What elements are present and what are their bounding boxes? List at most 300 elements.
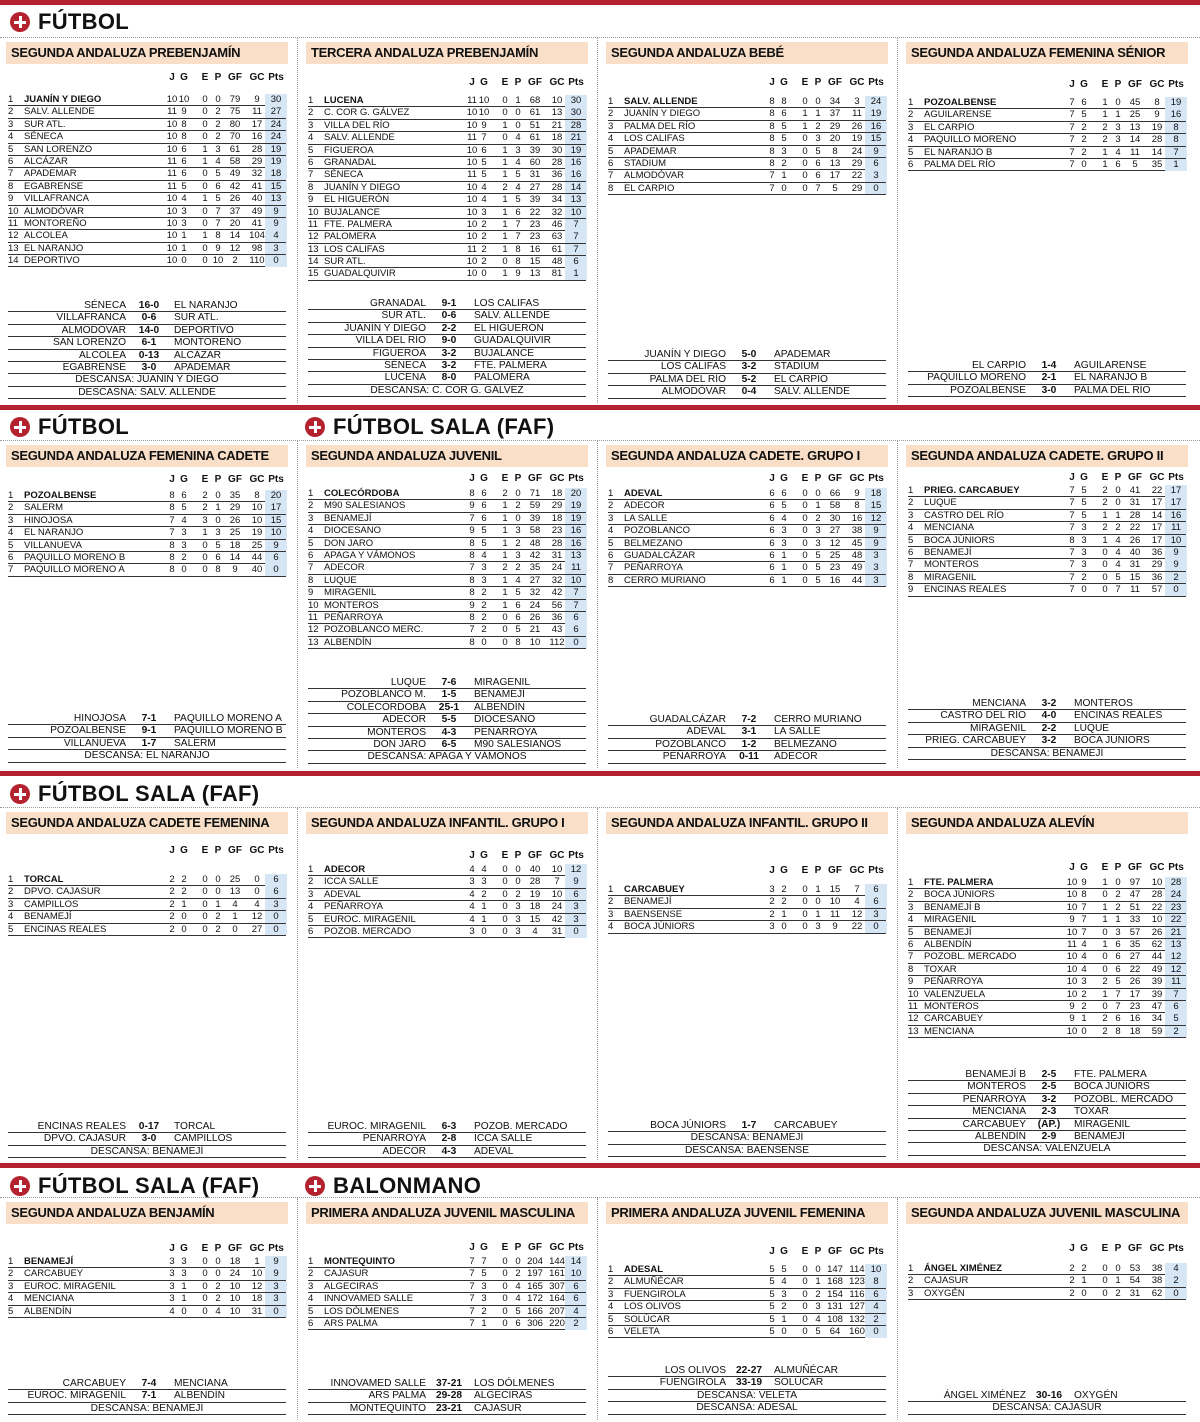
stat-j: 7 [469,1268,475,1280]
stat-gc: 44 [251,551,263,563]
stat-gf: 147 [827,1264,843,1275]
result-line [908,735,1186,747]
stat-g: 0 [181,255,187,267]
team-name: BENAMEJÍ [24,911,72,923]
stat-e: 0 [802,157,808,169]
points: 27 [265,106,287,118]
points: 11 [1165,976,1187,988]
points: 5 [1165,1013,1187,1025]
team-name: SALV. ALLENDE [624,96,698,107]
stat-gf: 10 [229,1293,241,1305]
stat-j: 11 [167,168,177,180]
stat-j: 7 [769,182,775,194]
stat-gf: 15 [1129,571,1141,583]
points: 28 [565,120,587,132]
stat-gf: 131 [827,1301,843,1313]
results-list [608,1120,886,1157]
position: 6 [908,158,914,170]
stat-e: 3 [202,514,208,526]
stat-e: 1 [502,549,508,561]
stat-e: 0 [202,255,208,267]
position: 14 [8,255,19,267]
column-header-pts: Pts [568,77,584,88]
stat-e: 0 [802,562,808,574]
standings-table [8,490,286,577]
team-name: MIRAGENIL [324,587,377,599]
table-row [908,522,1186,534]
stat-p: 8 [515,243,521,255]
stat-j: 3 [169,1256,175,1267]
stat-gc: 19 [851,133,863,145]
stat-p: 8 [215,564,221,576]
points: 1 [1165,159,1187,171]
team-name: EUROC. MIRAGENIL [24,1280,116,1292]
position: 8 [908,963,914,975]
home-team: ADECOR [382,1145,426,1157]
home-team: ADEVAL [686,726,726,738]
stat-gc: 47 [1151,1000,1163,1012]
stat-gc: 48 [851,549,863,561]
stat-p: 5 [515,169,521,181]
stat-gc: 161 [549,1268,565,1280]
table-header [8,1243,298,1255]
table-row [308,268,586,280]
column-header-pts: Pts [268,845,284,856]
score: 8-0 [441,372,457,384]
home-team: POZOALBENSE [950,384,1026,396]
team-name: PEÑARROYA [924,976,983,988]
team-name: ENCINAS REALES [924,584,1007,596]
away-team: TORCAL [174,1121,216,1132]
column-header-j: J [1069,472,1075,483]
stat-gc: 9 [1154,109,1160,121]
column-header-e: E [501,1242,509,1253]
stat-gf: 26 [1129,534,1141,546]
position: 5 [8,923,14,935]
stat-j: 8 [169,564,175,576]
stat-gc: 40 [251,193,263,205]
stat-g: 3 [181,1256,187,1267]
stat-gf: 31 [1129,1287,1141,1299]
stat-gc: 10 [251,1268,263,1280]
column-header-gf: GF [528,473,542,484]
team-name: MONTEROS [924,559,979,571]
table-row [308,914,586,926]
table-row [908,877,1186,889]
score: 0-13 [138,349,160,361]
stat-p: 0 [815,1264,821,1275]
stat-j: 10 [466,119,478,131]
stat-e: 0 [802,1288,808,1300]
points: 2 [1165,1026,1187,1038]
table-row [308,889,586,901]
stat-j: 5 [769,1276,775,1288]
stat-gf: 5 [1132,158,1138,170]
position: 2 [8,886,14,898]
team-name: ALGECIRAS [324,1280,379,1292]
table-row [308,876,586,888]
table-row [308,1281,586,1293]
stat-j: 7 [1069,571,1075,583]
stat-j: 10 [166,217,178,229]
table-row [8,527,286,539]
away-team: TOXAR [1074,1106,1109,1118]
position: 6 [908,546,914,558]
column-header-e: E [1101,862,1109,873]
stat-gc: 28 [1151,889,1163,901]
stat-j: 9 [469,599,475,611]
column-header-e: E [1101,472,1109,483]
home-team: MENCIANA [972,1106,1026,1118]
position: 7 [308,169,314,181]
stat-g: 4 [781,512,787,524]
team-name: BAENSENSE [624,908,683,920]
stat-g: 1 [1081,1013,1087,1025]
column-header-gc: GC [249,1243,265,1254]
team-name: ENCINAS REALES [24,923,107,935]
score: 0-6 [441,310,457,322]
stat-gf: 25 [1129,109,1141,121]
stat-g: 1 [481,1317,487,1329]
stat-g: 2 [481,888,487,900]
stat-e: 0 [202,118,208,130]
stat-gf: 4 [532,925,538,937]
away-team: CAMPILLOS [174,1133,233,1145]
score: 4-3 [441,1145,457,1157]
position: 13 [308,243,319,255]
home-team: MENCIANA [972,698,1026,709]
stat-p: 5 [515,624,521,636]
team-name: VELETA [624,1325,660,1337]
stat-gc: 8 [254,490,260,501]
table-row [608,146,886,158]
team-name: BENAMEJÍ [924,926,972,938]
stat-gc: 19 [1151,121,1163,133]
column-header-g: G [780,473,788,484]
home-team: JUANÍN Y DIEGO [644,349,726,360]
stat-p: 8 [1115,1025,1121,1037]
stat-e: 2 [1102,497,1108,509]
section-heading-label: FÚTBOL [38,414,130,439]
table-row [908,1001,1186,1013]
stat-j: 8 [1069,534,1075,546]
stat-p: 6 [1115,951,1121,963]
stat-gf: 2 [232,255,238,267]
stat-e: 0 [802,574,808,586]
column-header-pts: Pts [568,1242,584,1253]
column-header-e: E [201,474,209,485]
stat-gf: 20 [829,133,841,145]
stat-gc: 40 [251,564,263,576]
stat-g: 2 [181,874,187,885]
column-header-e: E [801,77,809,88]
stat-gc: 144 [549,1256,565,1267]
stat-e: 0 [502,1305,508,1317]
stat-e: 1 [202,155,208,167]
stat-gf: 32 [529,587,541,599]
stat-gf: 37 [229,205,241,217]
table-row [308,169,586,181]
stat-p: 0 [515,876,521,888]
stat-e: 0 [202,242,208,254]
table-row [308,525,586,537]
standings-table [908,97,1186,171]
away-team: CERRO MURIANO [774,714,862,725]
stat-p: 6 [515,206,521,218]
stat-g: 3 [481,562,487,574]
points: 24 [865,96,887,108]
stat-p: 5 [815,549,821,561]
stat-p: 1 [215,502,221,514]
stat-gf: 40 [1129,546,1141,558]
stat-e: 0 [202,131,208,143]
points: 10 [865,1264,887,1276]
standings-table [308,95,586,281]
stat-j: 7 [1069,134,1075,146]
column-header-gf: GF [1128,862,1142,873]
column-header-gc: GC [249,72,265,83]
team-name: APADEMAR [624,145,677,157]
stat-j: 6 [769,525,775,537]
team-name: ADEVAL [324,888,361,900]
rest-note: DESCASNA: SALV. ALLENDE [8,387,286,399]
stat-gc: 13 [551,107,563,119]
team-name: GUADALCÁZAR [624,549,696,561]
table-row [8,1268,286,1280]
points: 19 [265,144,287,156]
stat-gc: 63 [551,231,563,243]
stat-gc: 12 [251,1280,263,1292]
away-team: BOCA JÚNIORS [1074,735,1150,747]
team-name: MIRAGENIL [924,571,977,583]
position: 4 [908,914,914,926]
stat-e: 0 [202,1293,208,1305]
section-heading [10,9,129,35]
points: 8 [1165,122,1187,134]
table-row [8,106,286,118]
team-name: ALBENDÍN [24,1305,72,1317]
stat-e: 0 [502,636,508,648]
away-team: GUADALQUIVIR [474,335,551,347]
points: 17 [265,502,287,514]
stat-p: 6 [515,599,521,611]
score: 3-1 [741,726,757,738]
away-team: SALV. ALLENDE [774,386,850,398]
stat-e: 1 [202,230,208,242]
table-row [608,1276,886,1288]
stat-gc: 24 [851,145,863,157]
stat-gc: 9 [854,488,860,499]
table-row [308,562,586,574]
stat-g: 2 [781,884,787,895]
points: 15 [265,515,287,527]
stat-p: 2 [515,537,521,549]
results-list [908,360,1186,397]
stat-p: 0 [515,107,521,119]
stat-gc: 59 [1151,1025,1163,1037]
column-header-e: E [201,1243,209,1254]
position: 5 [308,913,314,925]
points: 6 [565,1293,587,1305]
away-team: EL HIGUERÓN [474,322,544,334]
standings-panel [600,0,900,1422]
team-name: ADESAL [624,1264,664,1275]
table-row [308,120,586,132]
score: 22-27 [735,1365,763,1376]
home-team: POZOBLANCO M. [341,689,426,701]
table-row [608,525,886,537]
stat-gf: 68 [529,95,541,106]
position: 2 [608,108,614,120]
stat-gf: 25 [829,549,841,561]
stat-e: 0 [802,170,808,182]
points: 7 [565,244,587,256]
stat-gf: 22 [1129,963,1141,975]
column-header-j: J [469,850,475,861]
position: 5 [608,1313,614,1325]
team-name: CAJASUR [924,1275,969,1287]
result-line [308,310,586,322]
column-header-gf: GF [228,1243,242,1254]
standings-table [608,96,886,195]
stat-gf: 13 [829,157,841,169]
stat-j: 8 [769,157,775,169]
column-header-pts: Pts [268,474,284,485]
stat-gf: 28 [1129,509,1141,521]
position: 7 [8,168,14,180]
team-name: CARCABUEY [24,1268,84,1280]
stat-e: 1 [502,243,508,255]
stat-e: 1 [1102,534,1108,546]
column-header-gc: GC [1149,1243,1165,1254]
results-list [608,349,886,399]
stat-g: 1 [781,1313,787,1325]
home-team: ALCOLEA [79,349,126,361]
result-line [8,1121,286,1133]
stat-gc: 22 [1151,901,1163,913]
column-header-g: G [780,1246,788,1257]
stat-gc: 22 [851,170,863,182]
result-line [308,727,586,739]
column-header-g: G [480,473,488,484]
standings-panel [300,0,600,1422]
away-team: MIRAGENIL [474,677,531,688]
score: 1-5 [441,689,457,701]
stat-p: 1 [515,95,521,106]
stat-p: 2 [215,1280,221,1292]
away-team: EL NARANJO [174,300,238,311]
result-line [608,726,886,738]
points: 16 [1165,109,1187,121]
result-line [608,751,886,763]
score: 0-6 [141,312,157,324]
position: 2 [608,1276,614,1288]
table-row [908,914,1186,926]
stat-g: 4 [481,549,487,561]
position: 6 [308,925,314,937]
away-team: FTE. PALMERA [474,359,547,371]
team-name: BOCA JÚNIORS [924,889,995,901]
position: 8 [308,181,314,193]
table-row [308,145,586,157]
table-row [908,109,1186,121]
stat-j: 10 [166,131,178,143]
stat-j: 10 [466,206,478,218]
score: 2-1 [1041,372,1057,384]
stat-j: 8 [469,636,475,648]
points: 0 [865,921,887,933]
column-header-gf: GF [1128,472,1142,483]
stat-j: 7 [169,514,175,526]
column-header-pts: Pts [1168,1243,1184,1254]
stat-gf: 204 [527,1256,543,1267]
position: 5 [608,537,614,549]
position: 1 [308,864,314,875]
position: 5 [308,144,314,156]
position: 7 [8,564,14,576]
position: 3 [8,1280,14,1292]
result-line [8,713,286,725]
results-list [308,1121,586,1158]
stat-j: 7 [1069,522,1075,534]
stat-gf: 13 [1129,121,1141,133]
position: 3 [608,908,614,920]
stat-p: 0 [215,94,221,105]
team-name: ALCOLEA [24,230,68,242]
away-team: ICCA SALLE [474,1133,533,1145]
team-name: TOXAR [924,963,957,975]
column-header-e: E [501,850,509,861]
home-team: ARS PALMA [368,1390,426,1402]
column-header-pts: Pts [268,1243,284,1254]
home-team: LUQUE [390,677,426,688]
points: 8 [1165,134,1187,146]
table-row [308,1256,586,1268]
stat-gf: 5 [832,182,838,194]
stat-j: 2 [1069,1263,1075,1274]
team-name: PAQUILLO MORENO B [24,551,126,563]
table-row [308,95,586,107]
stat-gc: 1 [254,1256,260,1267]
position: 7 [908,951,914,963]
table-row [8,94,286,106]
stat-gf: 48 [529,537,541,549]
points: 6 [565,1281,587,1293]
stat-p: 1 [215,898,221,910]
column-header-pts: Pts [868,77,884,88]
result-line [8,300,286,312]
points: 1 [565,268,587,280]
stat-e: 0 [202,180,208,192]
stat-gc: 127 [849,1301,865,1313]
table-row [8,1293,286,1305]
stat-e: 0 [202,539,208,551]
stat-p: 0 [215,1256,221,1267]
stat-g: 8 [181,131,187,143]
team-name: SOLÚCAR [624,1313,670,1325]
stat-gf: 15 [529,913,541,925]
points: 2 [1165,1275,1187,1287]
result-line [308,298,586,310]
stat-gf: 20 [229,217,241,229]
stat-gc: 48 [551,256,563,268]
team-name: PEÑARROYA [324,611,383,623]
stat-p: 9 [215,242,221,254]
stat-gf: 58 [529,525,541,537]
stat-gc: 28 [1151,134,1163,146]
stat-g: 1 [481,913,487,925]
stat-j: 5 [769,1325,775,1337]
